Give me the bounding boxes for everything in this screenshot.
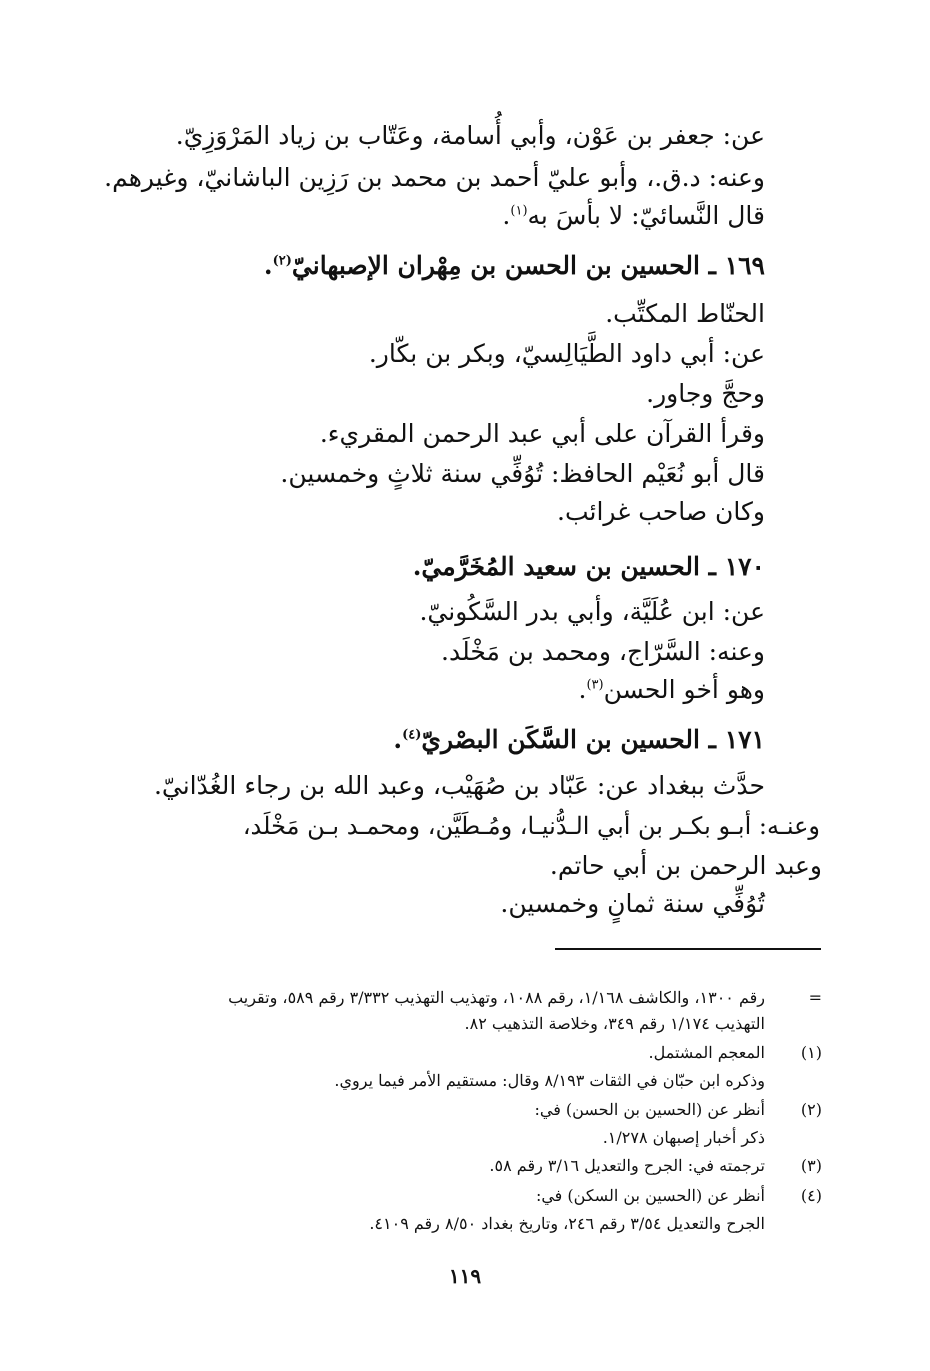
text-line: وعبد الرحمن بن أبي حاتم. [549, 851, 822, 880]
text-line: تُوُفِّي سنة ثمانٍ وخمسين. [500, 889, 765, 918]
text-line: عن: ابن عُلَيَّة، وأبي بدر السَّكُونيّ. [419, 597, 765, 626]
footnote-number: (١) [800, 1043, 822, 1062]
footnote-line: ترجمته في: الجرح والتعديل ٣/١٦ رقم ٥٨. [489, 1156, 765, 1175]
footnote-marker: (٢) [272, 253, 292, 269]
entry-number: ١٧١ ـ [708, 725, 765, 754]
footnote-number: (٤) [800, 1186, 822, 1205]
text-line: وعنه: د.ق.، وأبو عليّ أحمد بن محمد بن رَزِين الباشانيّ، وغيرهم. [104, 163, 765, 192]
text-line: قال أبو نُعَيْم الحافظ: تُوُفِّي سنة ثلاثٍ وخمسين. [280, 459, 765, 488]
footnote-marker: (٤) [402, 727, 422, 743]
text-line: وقرأ القرآن على أبي عبد الرحمن المقريء. [319, 419, 765, 448]
entry-heading-169: ١٦٩ ـ الحسين بن الحسن بن مِهْران الإصبهانيّ$^{(٢)}$. [264, 246, 765, 286]
footnote-line: أنظر عن (الحسين بن الحسن) في: [534, 1100, 765, 1119]
footnote-number: (٣) [800, 1156, 822, 1175]
footnote-line: ذكر أخبار إصبهان ١/٢٧٨. [602, 1128, 765, 1147]
text-line-content: قال النَّسائيّ: لا بأسَ به [527, 201, 765, 230]
text-line: حدَّث ببغداد عن: عَبّاد بن صُهَيْب، وعبد الله بن رجاء الغُدّانيّ. [153, 771, 765, 800]
page-number: ١١٩ [448, 1264, 482, 1288]
text-line: وحجَّ وجاور. [646, 379, 765, 408]
entry-name: الحسين بن الحسن بن مِهْران الإصبهانيّ [291, 251, 700, 280]
text-line-content: وهو أخو الحسن [603, 675, 765, 704]
entry-heading-171: ١٧١ ـ الحسين بن السَّكَن البصْريّ$^{(٤)}$. [393, 720, 765, 760]
entry-heading-170 [413, 547, 765, 587]
footnote-line: التهذيب ١/١٧٤ رقم ٣٤٩، وخلاصة التذهيب ٨٢. [464, 1014, 765, 1033]
footnote-line: المعجم المشتمل. [648, 1043, 765, 1062]
footnote-continuation-mark: = [808, 988, 822, 1007]
footnote-marker: (١) [510, 203, 528, 219]
footnote-number: (٢) [800, 1100, 822, 1119]
text-line: الحنّاط المكتِّب. [605, 299, 765, 328]
footnote-line: الجرح والتعديل ٣/٥٤ رقم ٢٤٦، وتاريخ بغداد ٨/٥٠ رقم ٤١٠٩. [369, 1214, 765, 1233]
text-line: عن: جعفر بن عَوْن، وأبي أُسامة، وعَتّاب بن زياد المَرْوَزِيّ. [175, 121, 765, 150]
entry-name: الحسين بن السَّكَن البصْريّ [421, 725, 700, 754]
text-line: وعنـه: أبـو بكـر بن أبي الـدُّنيـا، ومُـطَيَّن، ومحمـد بـن مَخْلَد، [242, 812, 820, 840]
text-line: وهو أخو الحسن$^{(٣)}$. [578, 675, 765, 704]
text-line: وعنه: السَّرّاج، ومحمد بن مَخْلَد. [441, 637, 765, 666]
footnote-line: وذكره ابن حبّان في الثقات ٨/١٩٣ وقال: مستقيم الأمر فيما يروي. [334, 1071, 765, 1090]
footnote-line: رقم ١٣٠٠، والكاشف ١/١٦٨، رقم ١٠٨٨، وتهذيب التهذيب ٣/٣٣٢ رقم ٥٨٩، وتقريب [228, 988, 765, 1007]
footnote-line: أنظر عن (الحسين بن السكن) في: [535, 1186, 765, 1205]
text-line: عن: أبي داود الطَّيَالِسيّ، وبكر بن بكّار. [368, 339, 765, 368]
text-line: قال النَّسائيّ: لا بأسَ به$^{(١)}$. [502, 201, 765, 230]
entry-name: الحسين بن سعيد المُخَرَّميّ. [412, 552, 700, 581]
entry-number: ١٧٠ ـ [708, 552, 765, 581]
footnote-separator [555, 948, 821, 950]
entry-number: ١٦٩ ـ [708, 251, 765, 280]
footnote-marker: (٣) [586, 677, 604, 693]
text-line: وكان صاحب غرائب. [557, 497, 765, 526]
